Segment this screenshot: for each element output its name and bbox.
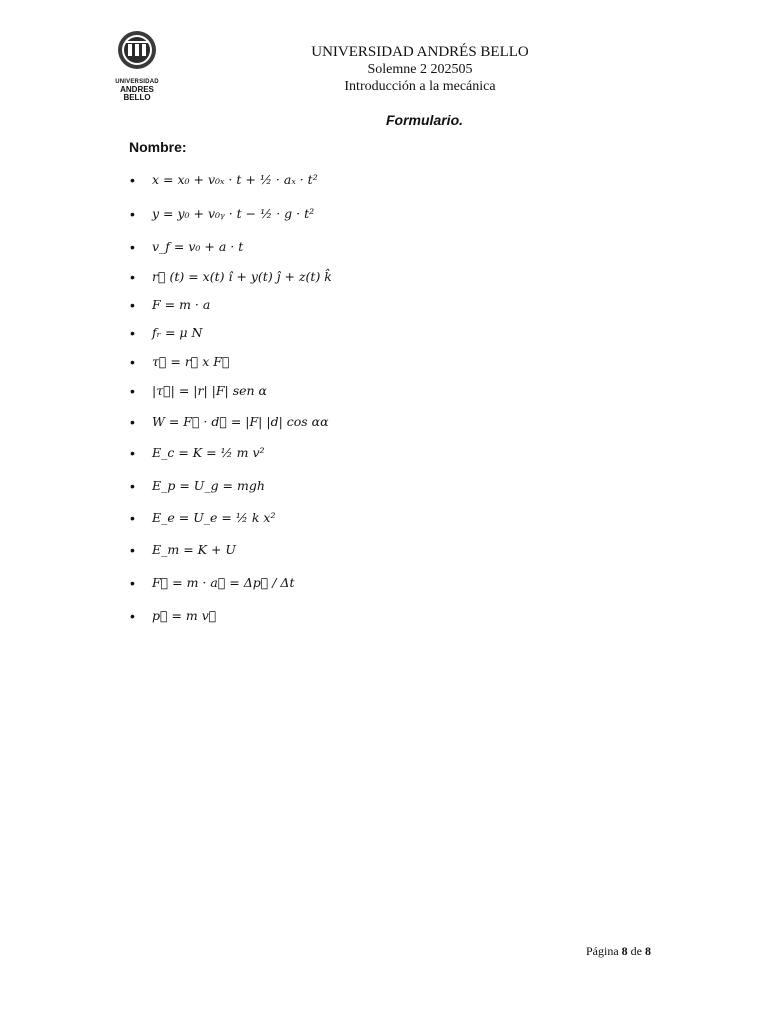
header-course: Introducción a la mecánica [344, 79, 496, 94]
header-university: UNIVERSIDAD ANDRÉS BELLO [311, 44, 529, 60]
formula-text: |τ⃗| = |r| |F| sen α [152, 383, 267, 398]
formula-text: E_e = U_e = ½ k x² [152, 510, 276, 525]
name-label: Nombre: [129, 139, 187, 155]
formula-text: x = x₀ + v₀ₓ · t + ½ · aₓ · t² [152, 172, 318, 187]
formula-text: r⃗ (t) = x(t) î + y(t) ĵ + z(t) k̂ [152, 269, 332, 284]
footer-page-number: 8 [621, 944, 628, 958]
logo-line1: UNIVERSIDAD [115, 79, 159, 85]
formula-text: F⃗ = m · a⃗ = Δp⃗ / Δt [152, 575, 295, 590]
footer-mid: de [627, 944, 645, 958]
page-footer [586, 944, 651, 959]
formula-text: τ⃗ = r⃗ x F⃗ [152, 354, 230, 369]
formula-text: E_c = K = ½ m v² [152, 445, 265, 460]
formula-text: E_m = K + U [152, 542, 236, 557]
formula-text: F = m · a [152, 297, 211, 312]
formula-text: W = F⃗ · d⃗ = |F| |d| cos αα [152, 414, 329, 429]
formula-text: E_p = U_g = mgh [152, 478, 265, 493]
formula-text: y = y₀ + v₀ᵧ · t − ½ · g · t² [152, 206, 315, 221]
university-logo [106, 28, 168, 102]
footer-prefix: Página [586, 944, 622, 958]
footer-page-total: 8 [645, 944, 651, 958]
header-exam: Solemne 2 202505 [367, 62, 473, 77]
logo-line2: ANDRES BELLO [120, 85, 154, 102]
page-title: Formulario. [386, 112, 464, 128]
formula-text: p⃗ = m v⃗ [152, 608, 217, 623]
formula-text: fᵣ = μ N [152, 325, 203, 340]
university-seal-icon [106, 28, 168, 72]
formula-text: v_f = v₀ + a · t [152, 239, 244, 254]
